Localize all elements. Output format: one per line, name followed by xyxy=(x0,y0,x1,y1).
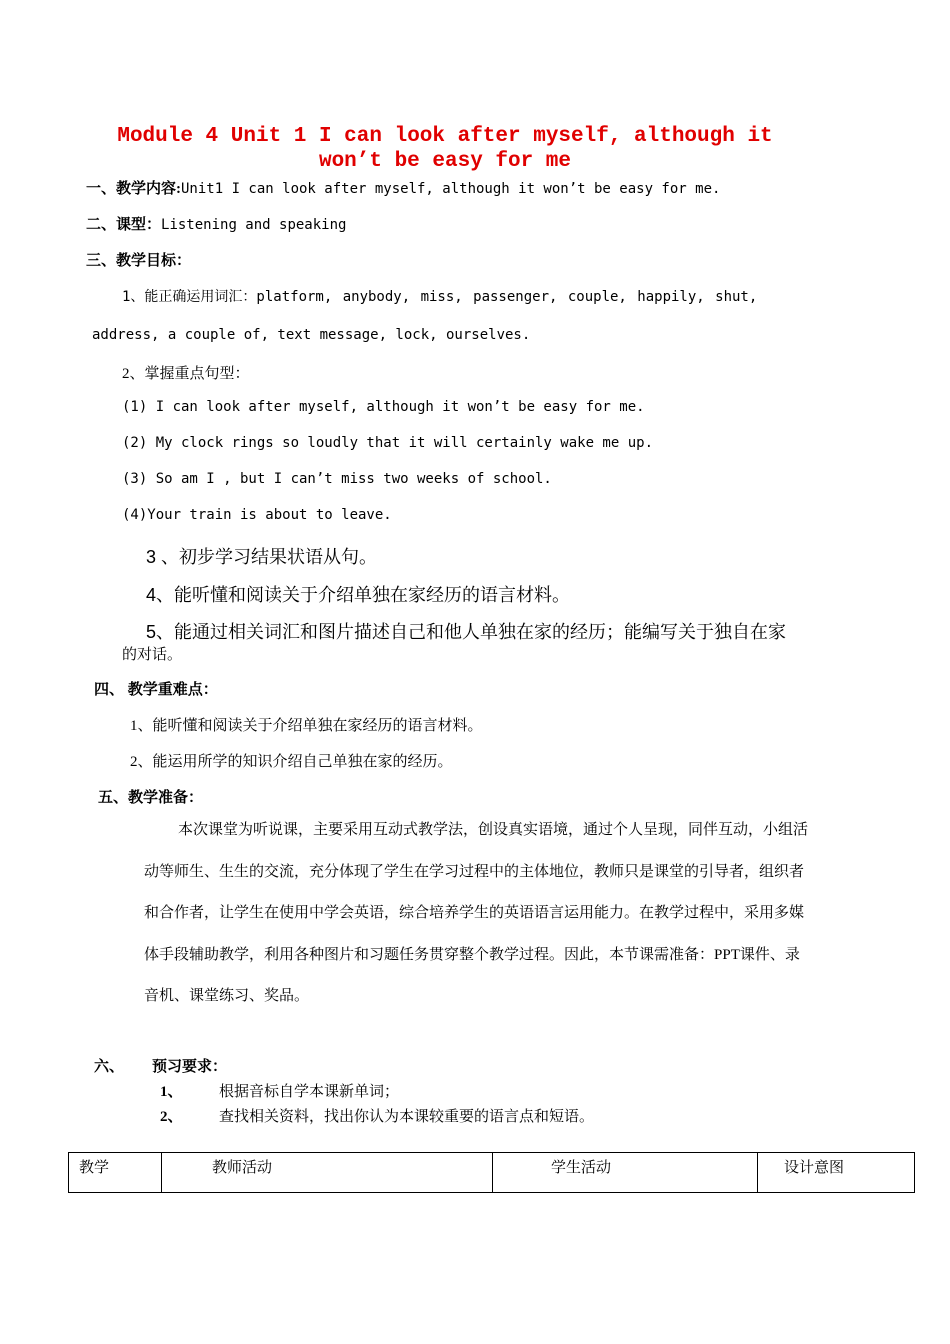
table-header-cell: 学生活动 xyxy=(493,1153,758,1193)
section-text: Unit1 I can look after myself, although it won’t be easy for me. xyxy=(181,181,721,197)
goal-describing-line1: 5、能通过相关词汇和图片描述自己和他人单独在家的经历；能编写关于独自在家 xyxy=(146,622,787,642)
preview-item-number: 1、 xyxy=(160,1084,183,1100)
preparation-paragraph: 本次课堂为听说课，主要采用互动式教学法，创设真实语境，通过个人呈现，同伴互动，小组活动等师生、生生的交流，充分体现了学生在学习过程中的主体地位，教师只是课堂的引导者，组织者和合作者，让学生在使用中学会英语，综合培养学生的英语语言运用能力。在教学过程中，采用多媒体手段辅助教学，利用各种图片和习题任务贯穿整个教学过程。因此，本节课需准备：PPT课件、录音机、课堂练习、奖品。 xyxy=(144,822,809,1004)
section-preparation-label: 五、教学准备： xyxy=(98,790,204,806)
lesson-plan-table xyxy=(68,1152,915,1193)
goal-vocabulary-line1: 1、能正确运用词汇：platform, anybody, miss, passenger, couple, happily, shut, xyxy=(122,289,758,305)
table-header-row xyxy=(69,1153,915,1193)
section-teaching-content xyxy=(86,177,720,198)
preview-item-text: 根据音标自学本课新单词； xyxy=(219,1084,400,1100)
sentence-item: (4)Your train is about to leave. xyxy=(122,507,392,523)
sentence-item: (1) I can look after myself, although it won’t be easy for me. xyxy=(122,399,645,415)
sentence-item: (2) My clock rings so loudly that it will certainly wake me up. xyxy=(122,435,654,451)
table-header-cell: 设计意图 xyxy=(758,1153,915,1193)
goal-listening-reading: 4、能听懂和阅读关于介绍单独在家经历的语言材料。 xyxy=(146,585,571,605)
section-key-points-label: 四、 教学重难点： xyxy=(94,682,218,698)
sentence-item: (3) So am I , but I can’t miss two weeks of school. xyxy=(122,471,552,487)
section-preview-label: 预习要求： xyxy=(152,1059,228,1075)
table-header-cell: 教学 xyxy=(69,1153,162,1193)
key-point-item: 2、能运用所学的知识介绍自己单独在家的经历。 xyxy=(130,754,453,770)
section-label: 二、课型： xyxy=(86,217,162,233)
section-label: 一、教学内容: xyxy=(86,181,181,197)
section-lesson-type xyxy=(86,213,346,234)
goal-sentence-patterns: 2、掌握重点句型： xyxy=(122,366,250,382)
goal-result-clause: 3 、初步学习结果状语从句。 xyxy=(146,547,378,567)
section-teaching-goals-label: 三、教学目标： xyxy=(86,253,192,269)
preview-item-number: 2、 xyxy=(160,1109,183,1125)
preview-item-text: 查找相关资料，找出你认为本课较重要的语言点和短语。 xyxy=(219,1109,595,1125)
table-header-cell: 教师活动 xyxy=(162,1153,493,1193)
section-preview-number: 六、 xyxy=(94,1059,125,1075)
goal-vocabulary-line2: address, a couple of, text message, lock, ourselves. xyxy=(92,327,531,343)
goal-describing-line2: 的对话。 xyxy=(122,647,183,663)
document-title: Module 4 Unit 1 I can look after myself, although it won’t be easy for me xyxy=(117,125,773,173)
section-text: Listening and speaking xyxy=(161,217,347,233)
key-point-item: 1、能听懂和阅读关于介绍单独在家经历的语言材料。 xyxy=(130,718,483,734)
